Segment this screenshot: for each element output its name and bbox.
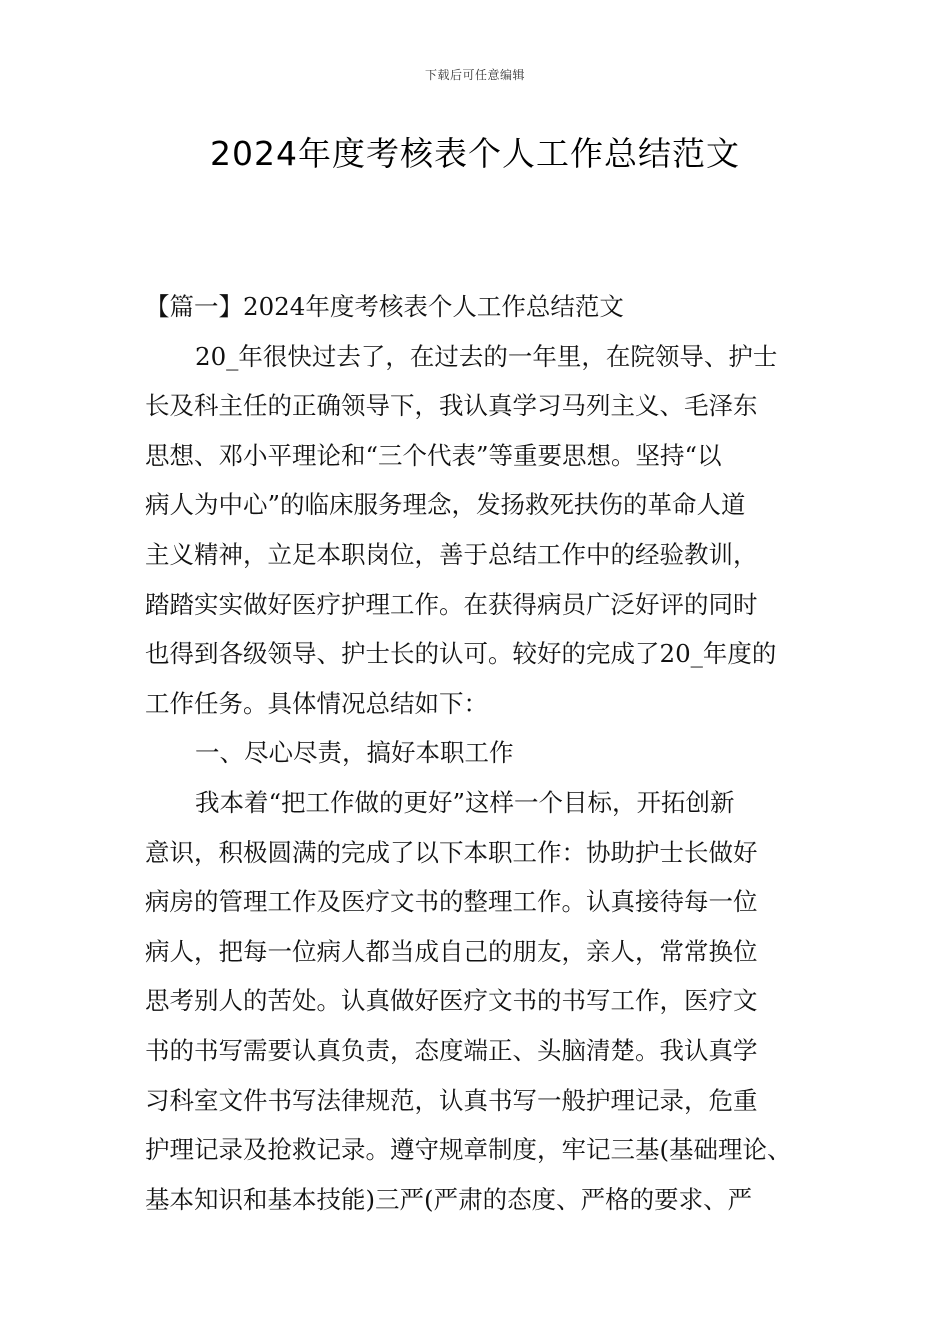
- paragraph-line: 我本着“把工作做的更好”这样一个目标，开拓创新: [195, 787, 735, 817]
- paragraph-line: 书的书写需要认真负责，态度端正、头脑清楚。我认真学: [145, 1035, 758, 1065]
- paragraph-line: 工作任务。具体情况总结如下：: [145, 688, 488, 718]
- paragraph-line: 基本知识和基本技能)三严(严肃的态度、严格的要求、严: [145, 1184, 753, 1214]
- paragraph-line: 意识，积极圆满的完成了以下本职工作：协助护士长做好: [145, 837, 758, 867]
- paragraph-line: 护理记录及抢救记录。遵守规章制度，牢记三基(基础理论、: [145, 1135, 792, 1165]
- paragraph-line: 病房的管理工作及医疗文书的整理工作。认真接待每一位: [145, 887, 758, 917]
- document-title: 2024年度考核表个人工作总结范文: [210, 134, 740, 173]
- subsection-heading: 一、尽心尽责，搞好本职工作: [195, 738, 514, 768]
- paragraph-line: 20_年很快过去了，在过去的一年里，在院领导、护士: [195, 341, 778, 371]
- paragraph-line: 思考别人的苦处。认真做好医疗文书的书写工作，医疗文: [145, 986, 758, 1016]
- header-note: 下载后可任意编辑: [424, 68, 525, 82]
- paragraph-line: 思想、邓小平理论和“三个代表”等重要思想。坚持“以: [145, 440, 722, 470]
- paragraph-line: 踏踏实实做好医疗护理工作。在获得病员广泛好评的同时: [145, 589, 758, 619]
- paragraph-line: 主义精神，立足本职岗位，善于总结工作中的经验教训，: [145, 539, 758, 569]
- paragraph-line: 病人为中心”的临床服务理念，发扬救死扶伤的革命人道: [145, 490, 746, 520]
- paragraph-line: 也得到各级领导、护士长的认可。较好的完成了20_年度的: [145, 639, 777, 669]
- document-body: [145, 282, 835, 1224]
- section-heading: 【篇一】2024年度考核表个人工作总结范文: [145, 292, 624, 321]
- paragraph-line: 习科室文件书写法律规范，认真书写一般护理记录，危重: [145, 1085, 758, 1115]
- paragraph-line: 病人，把每一位病人都当成自己的朋友，亲人，常常换位: [145, 936, 758, 966]
- paragraph-line: 长及科主任的正确领导下，我认真学习马列主义、毛泽东: [145, 391, 758, 421]
